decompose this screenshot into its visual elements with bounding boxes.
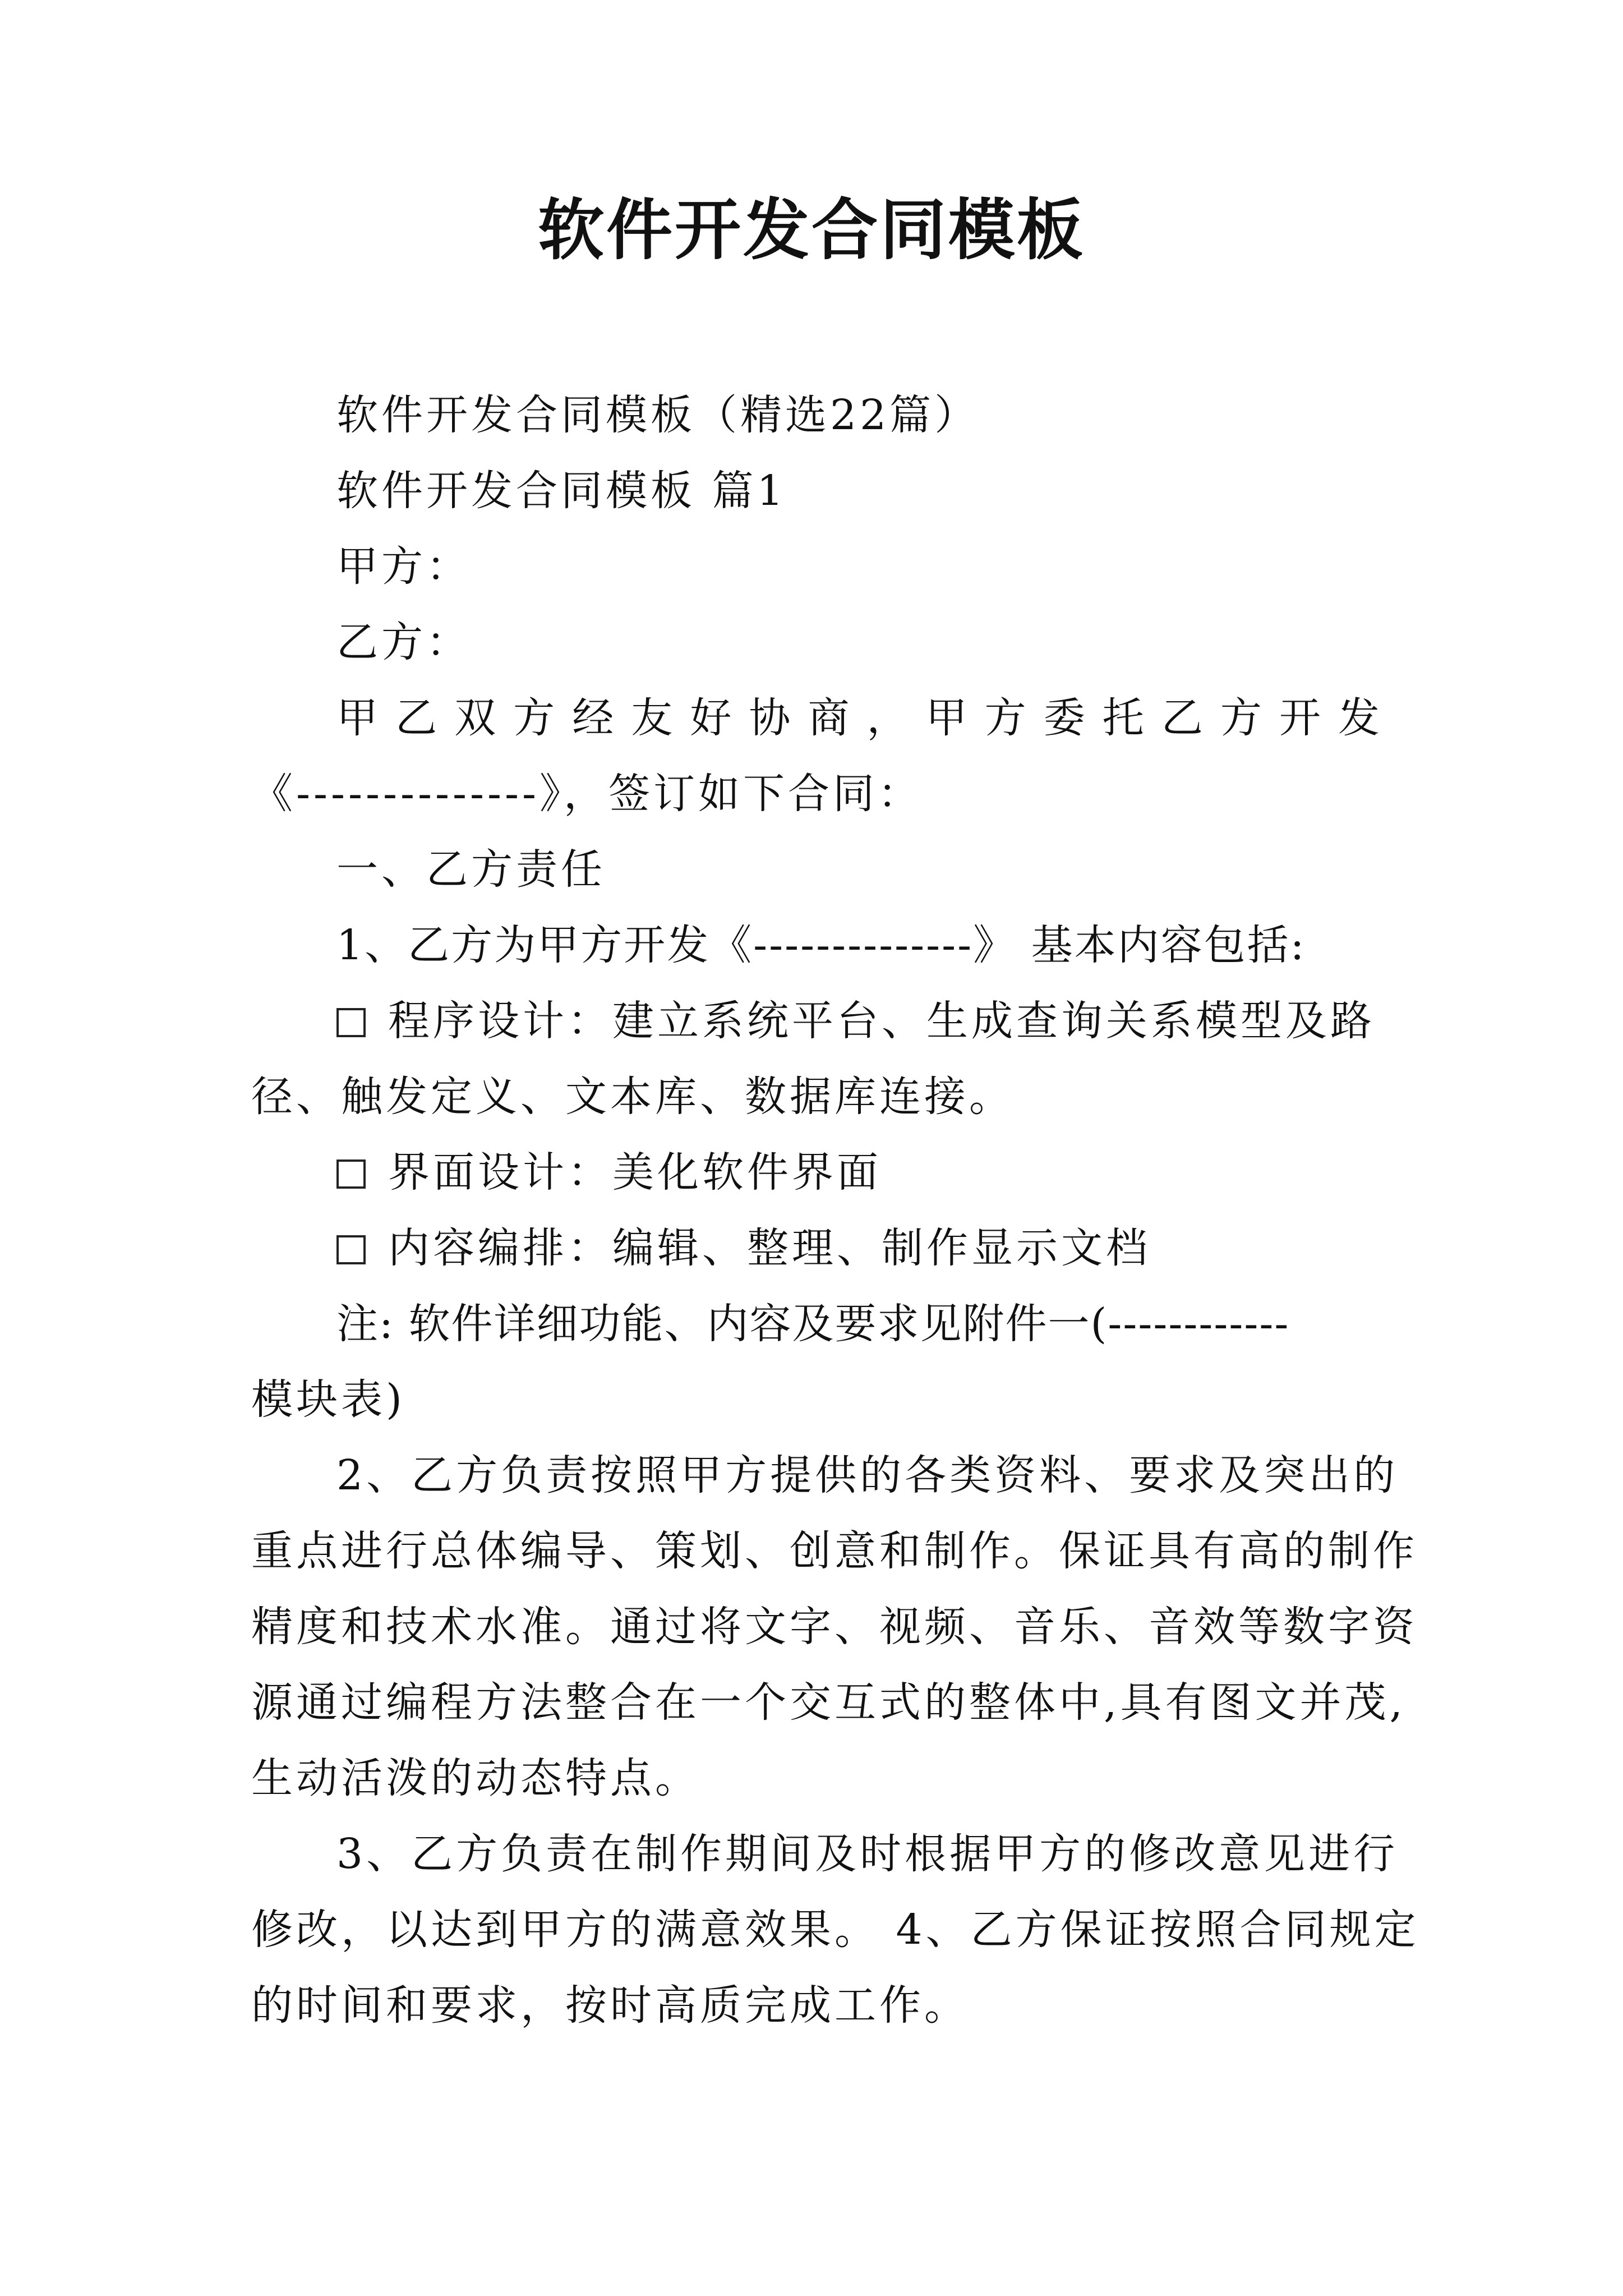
clause-heading: 一、乙方责任	[336, 845, 606, 894]
checklist-item-label: 程序设计：建立系统平台、生成查询关系模型及路	[388, 997, 1375, 1045]
checklist-item	[336, 1220, 1151, 1276]
paragraph-line: 重点进行总体编导、策划、创意和制作。保证具有高的制作	[251, 1527, 1418, 1575]
party-a-label: 甲方：	[336, 542, 471, 591]
checklist-item-label: 内容编排：编辑、整理、制作显示文档	[388, 1224, 1151, 1272]
checkbox-icon	[336, 1008, 366, 1037]
paragraph-line: 精度和技术水准。通过将文字、视频、音乐、音效等数字资	[251, 1603, 1418, 1651]
checklist-item	[336, 1144, 882, 1200]
paragraph-line: 源通过编程方法整合在一个交互式的整体中,具有图文并茂,	[251, 1678, 1407, 1727]
document-title: 软件开发合同模板	[537, 191, 1085, 269]
paragraph-line: 《--------------》，签订如下合同：	[251, 770, 923, 818]
party-b-label: 乙方：	[336, 618, 471, 666]
checkbox-icon	[336, 1159, 366, 1189]
note-line: 模块表)	[251, 1375, 405, 1424]
checklist-item	[336, 993, 1375, 1049]
subtitle-line: 软件开发合同模板（精选22篇）	[336, 391, 980, 439]
paragraph-line: 1、乙方为甲方开发《--------------》 基本内容包括:	[336, 921, 1306, 969]
note-line: 注: 软件详细功能、内容及要求见附件一(------------	[336, 1300, 1290, 1348]
section-heading-line: 软件开发合同模板 篇1	[336, 467, 787, 515]
paragraph-line: 甲乙双方经友好协商，甲方委托乙方开发	[336, 694, 1380, 742]
paragraph-line: 修改，以达到甲方的满意效果。 4、乙方保证按照合同规定	[251, 1906, 1419, 1954]
checkbox-icon	[336, 1235, 366, 1264]
paragraph-line: 径、触发定义、文本库、数据库连接。	[251, 1073, 1014, 1121]
paragraph-line: 生动活泼的动态特点。	[251, 1754, 700, 1802]
paragraph-line: 2、乙方负责按照甲方提供的各类资料、要求及突出的	[336, 1451, 1399, 1499]
paragraph-line: 3、乙方负责在制作期间及时根据甲方的修改意见进行	[336, 1830, 1399, 1878]
paragraph-line: 的时间和要求，按时高质完成工作。	[251, 1981, 969, 2030]
checklist-item-label: 界面设计：美化软件界面	[388, 1148, 882, 1197]
